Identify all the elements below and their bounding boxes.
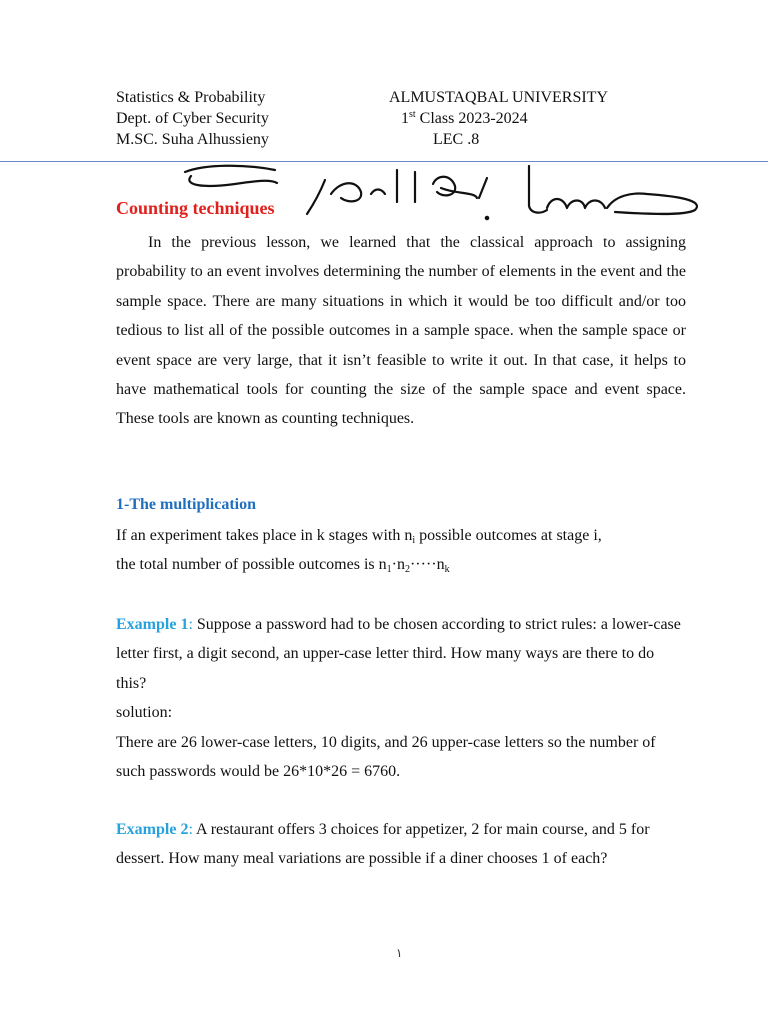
multiplication-rule: If an experiment takes place in k stages with $n_i$ possible outcomes at stage i, the total number of possible outcomes is $n_1\cdot n_2\cdot\cdot\cdot\cdot\cdot n_k$: [116, 527, 602, 576]
page-number: ١: [396, 946, 403, 960]
course-name: Statistics & Probability: [116, 89, 266, 106]
lecturer-name: M.SC. Suha Alhussieny: [116, 131, 269, 148]
section-heading-multiplication: 1-The multiplication: [116, 496, 257, 513]
header-left: [116, 87, 269, 150]
example-1-label: Example 1: [116, 616, 189, 633]
example-2-label: Example 2: [116, 821, 189, 838]
example-2-question: A restaurant offers 3 choices for appetizer, 2 for main course, and 5 for dessert. How many meal variations are possible if a diner chooses 1 of each?: [116, 821, 650, 868]
department: Dept. of Cyber Security: [116, 110, 269, 127]
intro-paragraph: In the previous lesson, we learned that the classical approach to assigning probability to an event involves determining the number of elements in the event and the sample space. There are many situations in which it would be too difficult and/or too tedious to list all of the possible outcomes in a sample space. when the sample space or event space are very large, that it isn’t feasible to write it out. In that case, it helps to have mathematical tools for counting the size of the sample space and event space. These tools are known as counting techniques.: [116, 234, 686, 428]
example-2: Example 2: A restaurant offers 3 choices for appetizer, 2 for main course, and 5 for dessert. How many meal variations are possible if a diner chooses 1 of each?: [116, 821, 650, 868]
university-name: ALMUSTAQBAL UNIVERSITY: [389, 89, 609, 106]
class-year: 1st Class 2023-2024: [401, 109, 528, 127]
solution-label: solution:: [116, 704, 173, 722]
lecture-number: LEC .8: [433, 131, 480, 148]
example-1-solution: There are 26 lower-case letters, 10 digits, and 26 upper-case letters so the number of such passwords would be 26*10*26 = 6760.: [116, 733, 656, 781]
example-1-question: Suppose a password had to be chosen according to strict rules: a lower-case letter first, a digit second, an upper-case letter third. How many ways are there to do this?: [116, 616, 681, 692]
page-title: Counting techniques: [116, 198, 275, 218]
header-right: [389, 87, 608, 150]
example-1: Example 1: Suppose a password had to be chosen according to strict rules: a lower-case letter first, a digit second, an upper-case letter third. How many ways are there to do this? solution: There are 26 lower-case letters, 10 digits, and 26 upper-case letters so the number of such passwords would be 26*10*26 = 6760.: [116, 610, 686, 786]
